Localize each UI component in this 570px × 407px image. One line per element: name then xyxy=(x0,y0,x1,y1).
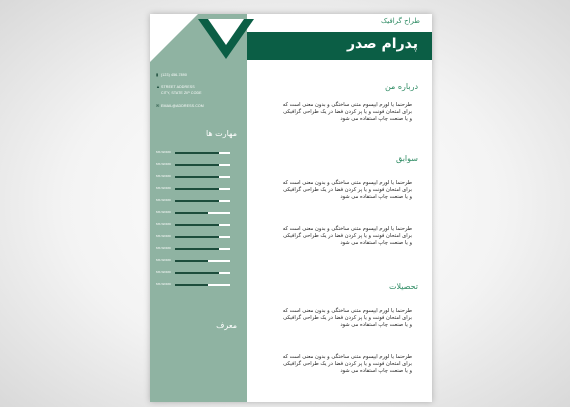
email-text: EMAIL@ADDRESS.COM xyxy=(161,104,204,108)
skill-label: MS WORD xyxy=(156,198,171,202)
skill-row xyxy=(156,198,228,204)
education-entry-2: طرحنما یا لورم ایپسوم متنی ساختگی و بدون معنی است که برای امتحان فونت و یا پر کردن فضا در یک طراحی گرافیکی و یا صنعت چاپ استفاده می شود xyxy=(282,354,412,374)
skill-bar-track xyxy=(175,236,230,238)
skill-bar-track xyxy=(175,176,230,178)
skill-bar-fill xyxy=(175,152,219,154)
skill-bar-fill xyxy=(175,272,219,274)
skill-bar-fill xyxy=(175,284,208,286)
location-icon: ▲ xyxy=(156,84,161,89)
skill-row xyxy=(156,186,228,192)
skill-bar-fill xyxy=(175,248,219,250)
contact-address-2 xyxy=(156,91,202,95)
skill-bar-fill xyxy=(175,224,219,226)
skill-row xyxy=(156,162,228,168)
experience-entry-1: طرحنما یا لورم ایپسوم متنی ساختگی و بدون معنی است که برای امتحان فونت و یا پر کردن فضا در یک طراحی گرافیکی و یا صنعت چاپ استفاده می شود xyxy=(282,180,412,200)
job-title: طراح گرافیک xyxy=(381,17,420,25)
skill-bar-fill xyxy=(175,236,219,238)
skill-bar-fill xyxy=(175,164,219,166)
skill-bar-track xyxy=(175,188,230,190)
skill-label: MS WORD xyxy=(156,150,171,154)
skill-label: MS WORD xyxy=(156,222,171,226)
skill-row xyxy=(156,258,228,264)
skill-bar-track xyxy=(175,152,230,154)
education-entry-1: طرحنما یا لورم ایپسوم متنی ساختگی و بدون معنی است که برای امتحان فونت و یا پر کردن فضا در یک طراحی گرافیکی و یا صنعت چاپ استفاده می شود xyxy=(282,308,412,328)
person-name: پدرام صدر xyxy=(346,36,418,52)
contact-address xyxy=(156,84,195,89)
skill-row xyxy=(156,150,228,156)
header-chevron-decoration xyxy=(198,19,254,61)
experience-entry-2: طرحنما یا لورم ایپسوم متنی ساختگی و بدون معنی است که برای امتحان فونت و یا پر کردن فضا در یک طراحی گرافیکی و یا صنعت چاپ استفاده می شود xyxy=(282,226,412,246)
skill-row xyxy=(156,222,228,228)
skill-bar-track xyxy=(175,284,230,286)
about-heading: درباره من xyxy=(384,82,418,91)
resume-page xyxy=(150,14,432,402)
skill-label: MS WORD xyxy=(156,234,171,238)
skill-label: MS WORD xyxy=(156,246,171,250)
email-icon: ✉ xyxy=(156,103,160,108)
skill-row xyxy=(156,174,228,180)
skill-bar-track xyxy=(175,164,230,166)
skill-bar-fill xyxy=(175,176,219,178)
skill-row xyxy=(156,270,228,276)
about-paragraph: طرحنما یا لورم ایپسوم متنی ساختگی و بدون معنی است که برای امتحان فونت و یا پر کردن فضا در یک طراحی گرافیکی و یا صنعت چاپ استفاده می شود xyxy=(282,102,412,122)
skill-bar-fill xyxy=(175,188,219,190)
skill-bar-fill xyxy=(175,212,208,214)
skill-bar-track xyxy=(175,224,230,226)
skill-bar-track xyxy=(175,248,230,250)
address-line1: STREET ADDRESS xyxy=(161,85,195,89)
skill-label: MS WORD xyxy=(156,174,171,178)
references-heading: معرف xyxy=(216,321,237,330)
address-line2: CITY, STATE ZIP CODE xyxy=(161,91,202,95)
skill-bar-track xyxy=(175,260,230,262)
skill-bar-track xyxy=(175,212,230,214)
skill-row xyxy=(156,282,228,288)
skill-row xyxy=(156,234,228,240)
contact-phone xyxy=(156,72,187,77)
skill-label: MS WORD xyxy=(156,258,171,262)
skill-row xyxy=(156,210,228,216)
contact-email xyxy=(156,103,204,108)
skill-label: MS WORD xyxy=(156,270,171,274)
phone-icon: ▮ xyxy=(156,72,159,77)
skill-bar-track xyxy=(175,272,230,274)
skills-heading: مهارت ها xyxy=(205,129,237,138)
phone-text: (123) 456-7890 xyxy=(161,73,187,77)
skill-label: MS WORD xyxy=(156,162,171,166)
skill-label: MS WORD xyxy=(156,210,171,214)
skill-row xyxy=(156,246,228,252)
skill-bar-fill xyxy=(175,260,208,262)
education-heading: تحصیلات xyxy=(388,282,418,291)
experience-heading: سوابق xyxy=(396,154,418,163)
skill-bar-track xyxy=(175,200,230,202)
skill-label: MS WORD xyxy=(156,282,171,286)
sidebar-corner-decoration xyxy=(150,14,198,62)
skill-label: MS WORD xyxy=(156,186,171,190)
skill-bar-fill xyxy=(175,200,219,202)
